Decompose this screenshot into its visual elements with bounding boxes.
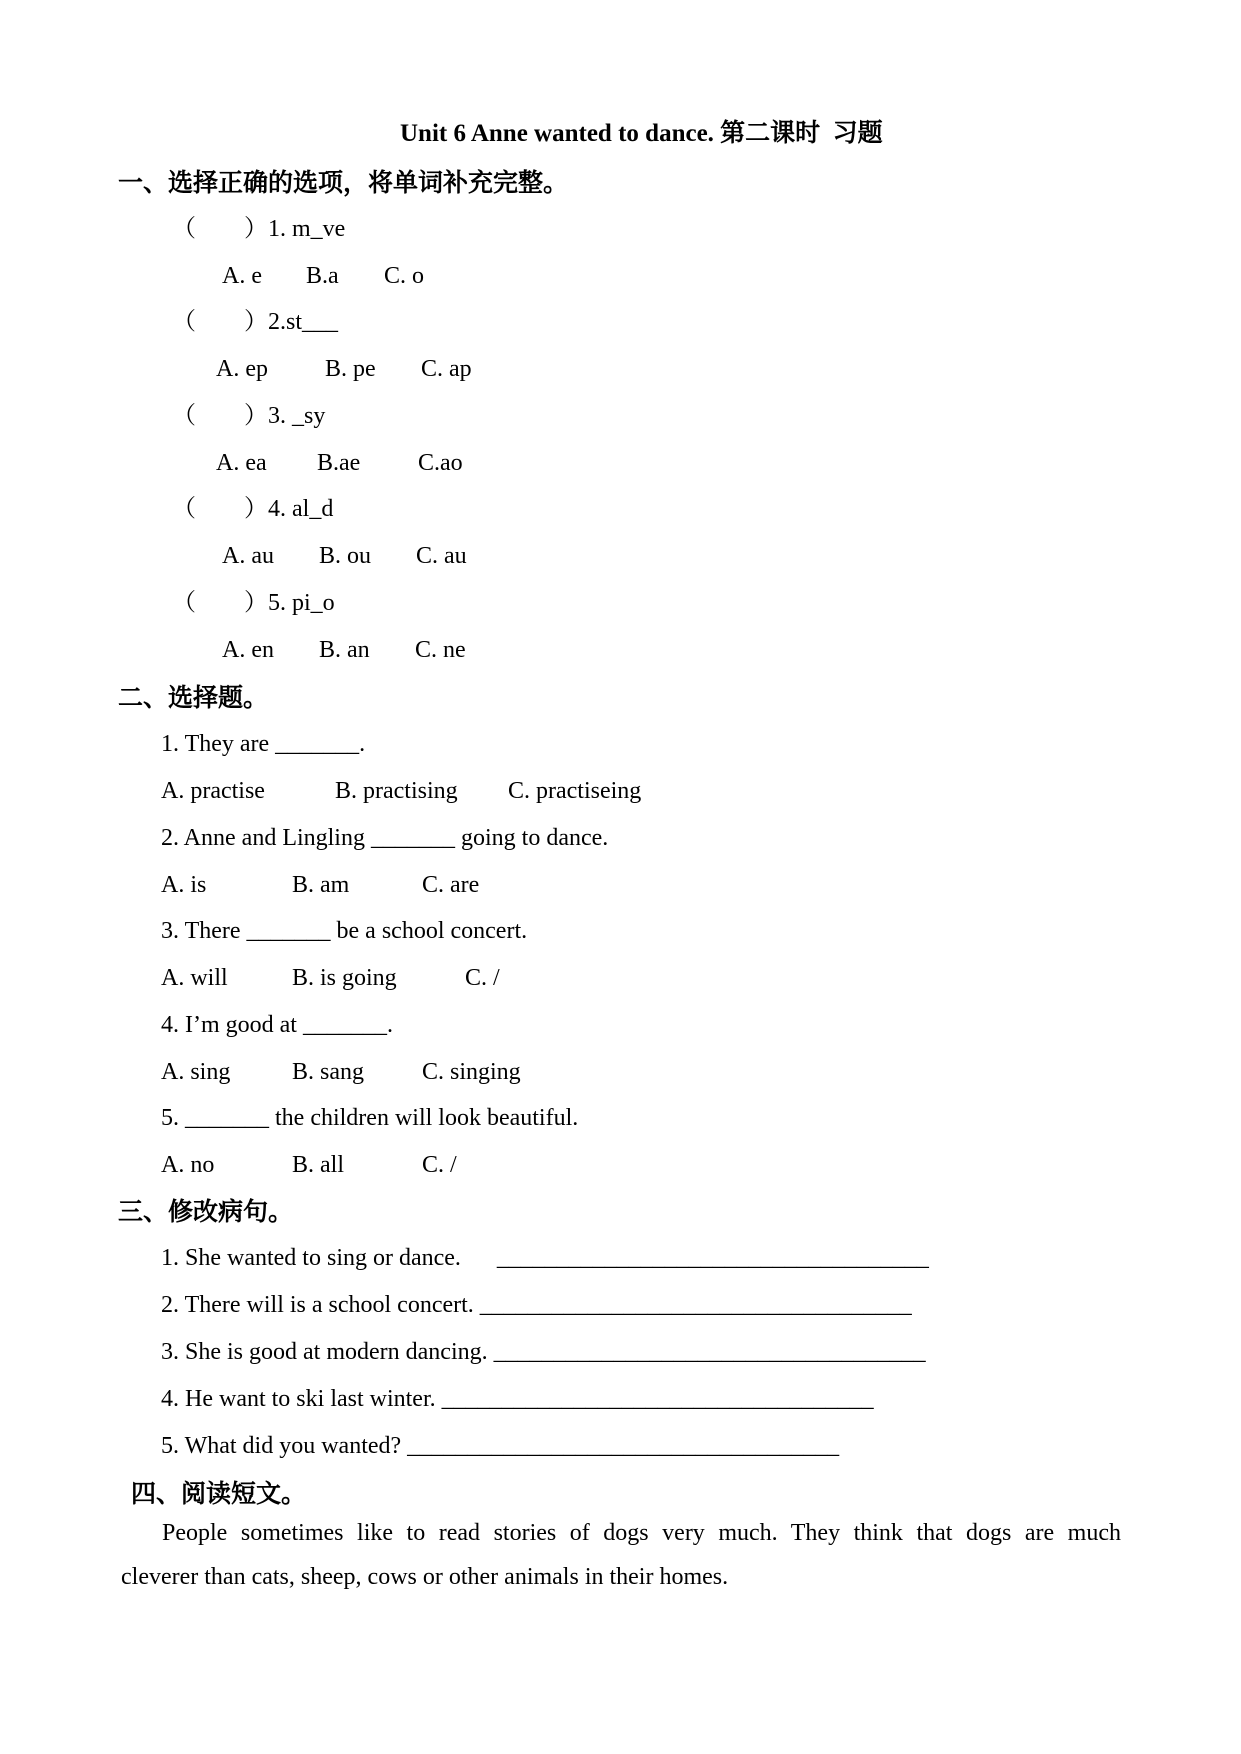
section-heading-1: 一、选择正确的选项，将单词补充完整。 — [118, 168, 569, 197]
option-b: B. practising — [335, 778, 458, 804]
section-heading-4: 四、阅读短文。 — [131, 1479, 307, 1508]
choice-question-5: 5. _______ the children will look beautiful. — [161, 1105, 579, 1131]
correction-item-1: 1. She wanted to sing or dance. ____________________________________ — [161, 1245, 929, 1271]
correction-item-2: 2. There will is a school concert. ____________________________________ — [161, 1292, 912, 1318]
option-b: B. all — [292, 1152, 344, 1178]
option-c: C.ao — [418, 450, 463, 476]
correction-item-5: 5. What did you wanted? ____________________________________ — [161, 1433, 840, 1459]
option-a: A. en — [222, 637, 274, 663]
fill-question-5: （ ）5. pi_o — [172, 590, 335, 616]
correction-item-3: 3. She is good at modern dancing. ____________________________________ — [161, 1339, 926, 1365]
option-b: B. ou — [319, 543, 372, 569]
option-c: C. / — [465, 965, 500, 991]
choice-question-4: 4. I’m good at _______. — [161, 1012, 393, 1038]
option-a: A. au — [222, 543, 274, 569]
fill-question-1: （ ）1. m_ve — [172, 216, 346, 242]
fill-question-4: （ ）4. al_d — [172, 496, 334, 522]
option-c: C. o — [384, 263, 425, 289]
option-a: A. practise — [161, 778, 265, 804]
option-c: C. singing — [422, 1059, 521, 1085]
option-c: C. ne — [415, 637, 466, 663]
option-a: A. ea — [216, 450, 267, 476]
choice-question-2: 2. Anne and Lingling _______ going to dance. — [161, 825, 609, 851]
option-c: C. au — [416, 543, 467, 569]
option-b: B. is going — [292, 965, 397, 991]
fill-question-2: （ ）2.st___ — [172, 309, 339, 335]
option-b: B.a — [306, 263, 339, 289]
option-b: B. am — [292, 872, 350, 898]
option-a: A. ep — [216, 356, 268, 382]
option-a: A. e — [222, 263, 262, 289]
reading-passage — [121, 1511, 1121, 1599]
choice-question-3: 3. There _______ be a school concert. — [161, 918, 528, 944]
section-heading-2: 二、选择题。 — [118, 683, 269, 712]
option-c: C. practiseing — [508, 778, 642, 804]
page-title: Unit 6 Anne wanted to dance. 第二课时 习题 — [400, 120, 883, 147]
option-c: C. / — [422, 1152, 457, 1178]
option-a: A. no — [161, 1152, 215, 1178]
option-a: A. is — [161, 872, 207, 898]
option-b: B. pe — [325, 356, 376, 382]
passage-line-2: cleverer than cats, sheep, cows or other animals in their homes. — [121, 1564, 729, 1590]
choice-question-1: 1. They are _______. — [161, 731, 366, 757]
fill-question-3: （ ）3. _sy — [172, 403, 326, 429]
section-heading-3: 三、修改病句。 — [118, 1197, 294, 1226]
option-b: B. an — [319, 637, 370, 663]
option-b: B. sang — [292, 1059, 364, 1085]
correction-item-4: 4. He want to ski last winter. ____________________________________ — [161, 1386, 874, 1412]
option-a: A. sing — [161, 1059, 231, 1085]
passage-line-1: People sometimes like to read stories of dogs very much. They think that dogs are much — [162, 1520, 1121, 1546]
option-c: C. ap — [421, 356, 472, 382]
option-b: B.ae — [317, 450, 361, 476]
option-a: A. will — [161, 965, 228, 991]
option-c: C. are — [422, 872, 480, 898]
